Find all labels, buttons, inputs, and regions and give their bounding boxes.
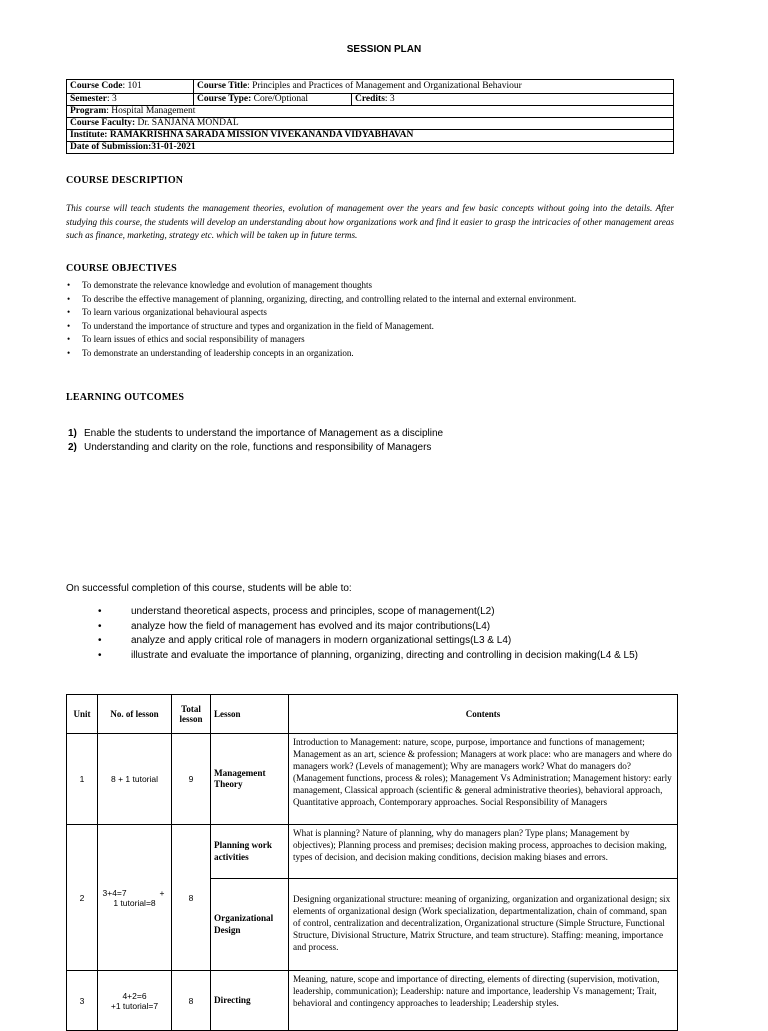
no-of-lesson: 8 + 1 tutorial xyxy=(98,734,172,825)
course-objectives-heading: COURSE OBJECTIVES xyxy=(66,263,177,274)
submission-date-cell: Date of Submission:31-01-2021 xyxy=(67,142,674,154)
no-of-lesson: 4+2=6 +1 tutorial=7 xyxy=(98,971,172,1031)
list-item: • To understand the importance of structure and types and organization in the field of Management. xyxy=(67,320,434,331)
list-item: • To describe the effective management of planning, organizing, directing, and controlling related to the internal and external environment. xyxy=(67,293,577,304)
list-item: • analyze and apply critical role of managers in modern organizational settings(L3 & L4) xyxy=(98,635,512,646)
list-item: 2) Understanding and clarity on the role, functions and responsibility of Managers xyxy=(68,441,432,453)
unit-number: 2 xyxy=(67,825,98,971)
course-info-table xyxy=(66,79,674,154)
course-code-cell: Course Code: 101 xyxy=(67,80,194,94)
list-item: • understand theoretical aspects, process and principles, scope of management(L2) xyxy=(98,606,495,617)
lesson-contents: Designing organizational structure: meaning of organizing, organization and organizational design; six elements of organizational design (Work specialization, departmentalization, chain of command, span of control, centralization and decentralization, Organizational structure (Simple Structure, Functional Structure, Divisional Structure, Matrix Structure, and team structure). Staffing: meaning, importance and process. xyxy=(289,879,678,971)
list-item: • To demonstrate an understanding of leadership concepts in an organization. xyxy=(67,347,354,358)
table-row xyxy=(67,734,678,825)
completion-list xyxy=(96,605,638,663)
lesson-name: Planning work activities xyxy=(211,825,289,879)
header-contents: Contents xyxy=(289,695,678,734)
page-title: SESSION PLAN xyxy=(346,44,422,55)
lesson-name: Directing xyxy=(211,971,289,1031)
total-lesson: 8 xyxy=(172,825,211,971)
table-row xyxy=(67,825,678,879)
faculty-cell: Course Faculty: Dr. SANJANA MONDAL xyxy=(67,118,674,130)
header-no-of-lesson: No. of lesson xyxy=(98,695,172,734)
lesson-contents: Introduction to Management: nature, scope, purpose, importance and functions of management; Management as an art, science & profession; Managers at work place: who are managers and where do managers work? (Levels of management); Why are managers work? What do managers do? (Management functions, process & roles); Management Vs Administration; Management history: early management, Classical approach (scientific & general administrative theories), behavioral approach, Quantitative approach, Contemporary approaches. Social Responsibility of Managers xyxy=(289,734,678,825)
total-lesson: 9 xyxy=(172,734,211,825)
list-item: 1) Enable the students to understand the importance of Management as a discipline xyxy=(68,428,444,439)
course-title-cell: Course Title: Principles and Practices of Management and Organizational Behaviour xyxy=(194,80,674,94)
list-item: • To learn issues of ethics and social responsibility of managers xyxy=(67,334,305,344)
list-item: • To learn various organizational behavioural aspects xyxy=(67,307,267,317)
course-description-heading: COURSE DESCRIPTION xyxy=(66,175,184,186)
header-lesson: Lesson xyxy=(211,695,289,734)
lesson-contents: Meaning, nature, scope and importance of directing, elements of directing (supervision, motivation, leadership, communication); Leadership: nature and importance, leadership Vs management; Trait, behavioral and contingency approaches to leadership; Leadership styles. xyxy=(289,971,678,1031)
course-type-cell: Course Type: Core/Optional xyxy=(194,94,352,106)
lesson-name: Organizational Design xyxy=(211,879,289,971)
unit-number: 3 xyxy=(67,971,98,1031)
semester-cell: Semester: 3 xyxy=(67,94,194,106)
header-unit: Unit xyxy=(67,695,98,734)
list-item: • To demonstrate the relevance knowledge and evolution of management thoughts xyxy=(67,280,373,290)
outcomes-list xyxy=(66,427,443,454)
no-of-lesson: 3+4=7 + 1 tutorial=8 xyxy=(98,825,172,971)
program-cell: Program: Hospital Management xyxy=(67,106,674,118)
lesson-contents: What is planning? Nature of planning, why do managers plan? Type plans; Management by objectives); Planning process and premises; decision making process, approaches to decision making, types of decision, and decision making conditions, decision making biases and errors. xyxy=(289,825,678,879)
units-table xyxy=(66,694,678,1031)
course-description-text: This course will teach students the management theories, evolution of management over the years and few basic concepts without going into the details. After studying this course, the students will develop an understanding about how organizations work and find it easier to grasp the intricacies of other management areas such as finance, marketing, strategy etc. which will be taken up in future terms. xyxy=(66,203,674,240)
objectives-list xyxy=(66,279,686,360)
credits-cell: Credits: 3 xyxy=(352,94,674,106)
completion-intro: On successful completion of this course, students will be able to: xyxy=(66,583,352,594)
total-lesson: 8 xyxy=(172,971,211,1031)
list-item: • analyze how the field of management has evolved and its major contributions(L4) xyxy=(98,620,491,632)
learning-outcomes-heading: LEARNING OUTCOMES xyxy=(66,392,185,403)
institute-cell: Institute: RAMAKRISHNA SARADA MISSION VIVEKANANDA VIDYABHAVAN xyxy=(67,130,674,142)
header-total-lesson: Total lesson xyxy=(172,695,211,734)
lesson-name: Management Theory xyxy=(211,734,289,825)
unit-number: 1 xyxy=(67,734,98,825)
table-row xyxy=(67,971,678,1031)
list-item: • illustrate and evaluate the importance of planning, organizing, directing and controlling in decision making(L4 & L5) xyxy=(98,649,638,661)
